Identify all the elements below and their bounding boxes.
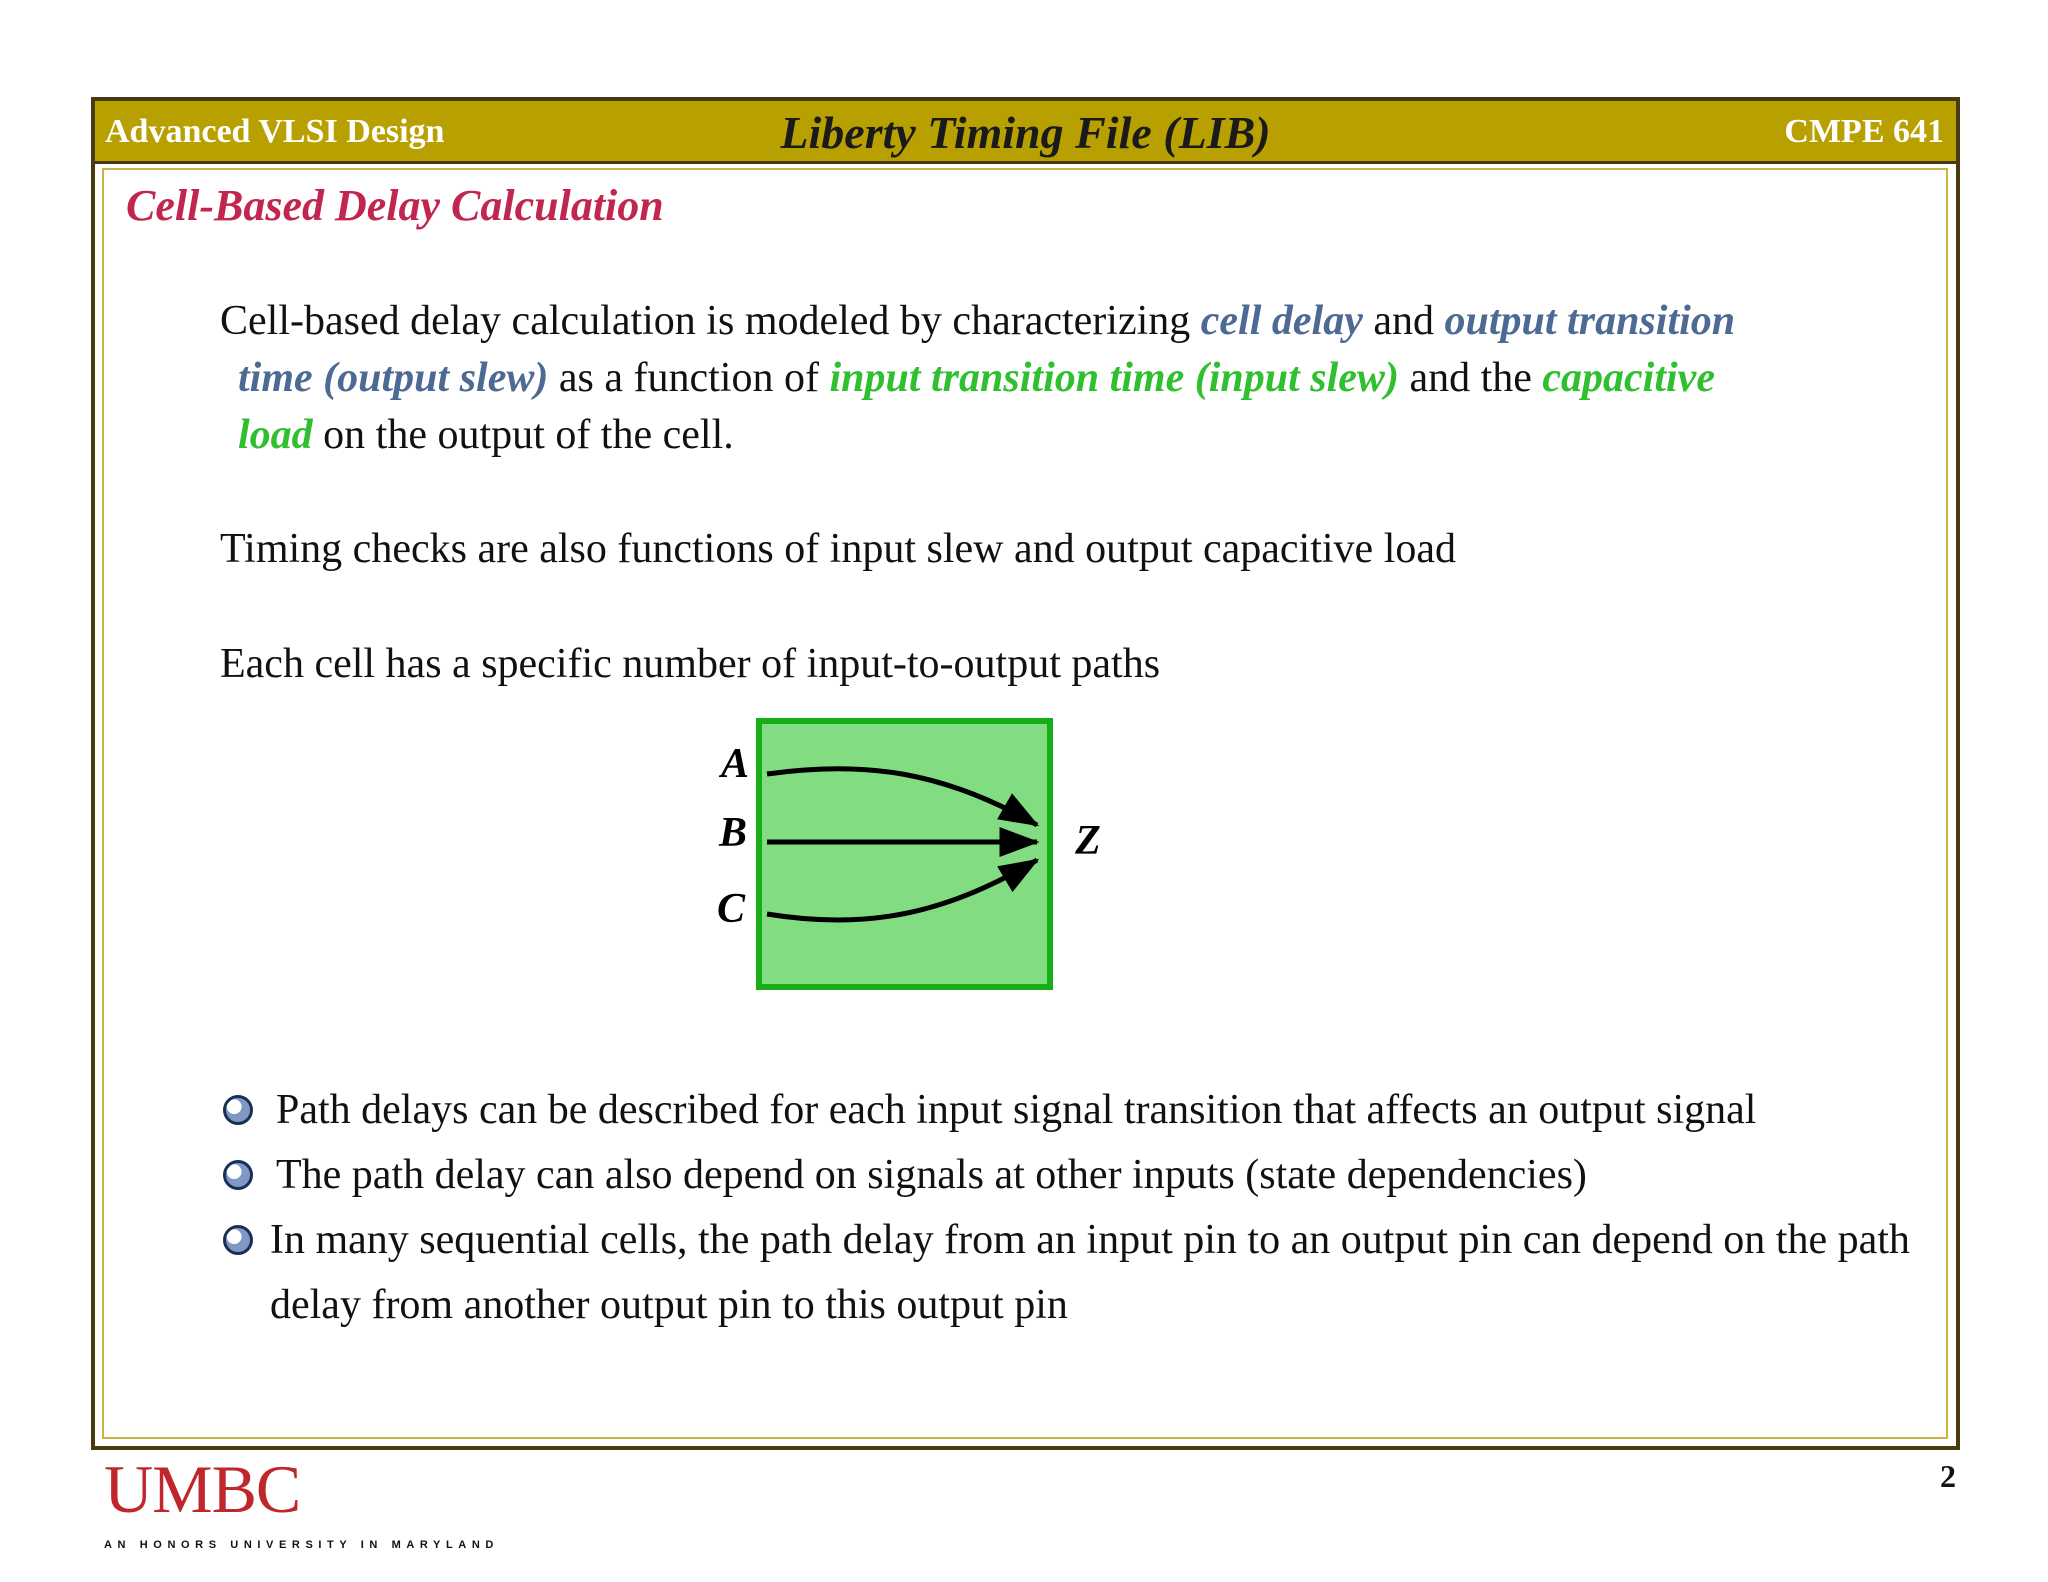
cell-box [759, 721, 1050, 987]
input-label-a: A [720, 741, 750, 787]
cell-path-diagram [690, 710, 1130, 1000]
term-output-slew: time (output slew) [238, 355, 549, 401]
bullet-text: Path delays can be described for each input signal transition that affects an output signal [276, 1087, 1757, 1133]
bullet-list [220, 1078, 1940, 1338]
bullet-text: In many sequential cells, the path delay from an input pin to an output pin can depend on the path delay from another output pin to this output pin [270, 1217, 1910, 1328]
input-label-c: C [716, 886, 746, 932]
paragraph-line-2 [220, 350, 1920, 407]
logo-wordmark: UMBC [104, 1451, 301, 1527]
text-segment: on the output of the cell. [312, 412, 734, 458]
paragraph-delay-calculation [220, 293, 1920, 464]
slide-subtitle: Cell-Based Delay Calculation [126, 181, 664, 230]
umbc-logo [104, 1451, 499, 1551]
term-input-slew: input transition time (input slew) [829, 355, 1399, 401]
text-segment: and [1362, 298, 1445, 344]
bullet-circle-icon [223, 1225, 253, 1255]
list-item [220, 1078, 1940, 1143]
logo-tagline: AN HONORS UNIVERSITY IN MARYLAND [104, 1539, 499, 1551]
term-output-transition: output transition [1444, 298, 1736, 344]
bullet-text: The path delay can also depend on signals at other inputs (state dependencies) [276, 1152, 1587, 1198]
term-cell-delay: cell delay [1200, 298, 1363, 344]
course-code: CMPE 641 [1784, 113, 1944, 150]
course-name: Advanced VLSI Design [105, 113, 445, 150]
page-number: 2 [1940, 1458, 1956, 1494]
text-segment: and the [1398, 355, 1543, 401]
paragraph-line-1 [220, 293, 1920, 350]
text-segment: as a function of [548, 355, 830, 401]
list-item [220, 1143, 1940, 1208]
paragraph-timing-checks: Timing checks are also functions of input slew and output capacitive load [220, 526, 1457, 572]
slide-topic-title: Liberty Timing File (LIB) [780, 107, 1271, 158]
term-load: load [238, 412, 313, 458]
bullet-circle-icon [223, 1160, 253, 1190]
output-label-z: Z [1075, 818, 1101, 864]
bullet-circle-icon [223, 1095, 253, 1125]
term-capacitive: capacitive [1542, 355, 1715, 401]
paragraph-line-3 [220, 407, 1920, 464]
text-segment: Cell-based delay calculation is modeled by characterizing [220, 298, 1201, 344]
list-item [220, 1208, 1940, 1338]
slide-header [95, 101, 1956, 164]
paragraph-paths: Each cell has a specific number of input-to-output paths [220, 641, 1161, 687]
input-label-b: B [718, 810, 748, 856]
